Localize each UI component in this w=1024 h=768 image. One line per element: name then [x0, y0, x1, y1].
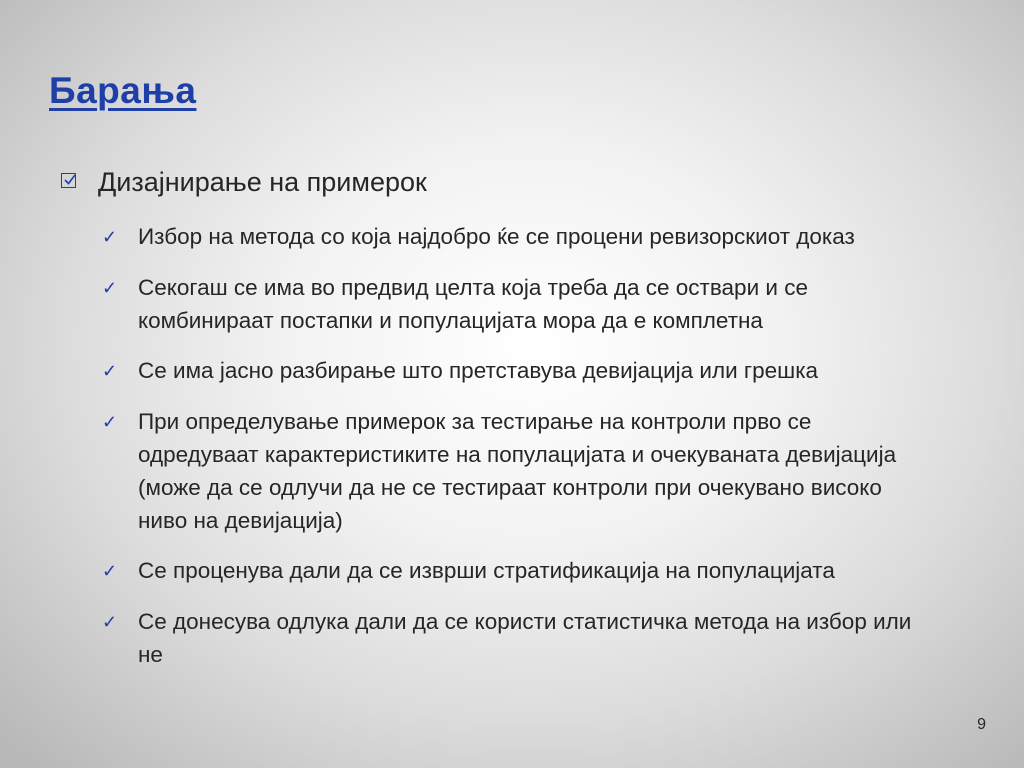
bullet-text: Секогаш се има во предвид целта која треба да се оствари и се комбинираат постапки и популацијата мора да е комплетна — [138, 275, 808, 333]
list-item — [102, 554, 932, 588]
bullet-text: Се донесува одлука дали да се користи статистичка метода на избор или не — [138, 609, 912, 667]
level1-label: Дизајнирање на примерок — [98, 167, 427, 197]
checkmark-icon: ✓ — [102, 412, 118, 432]
bullet-text: Се проценува дали да се изврши стратификација на популацијата — [138, 558, 835, 583]
slide-title: Барања — [49, 70, 197, 111]
bullet-text: Се има јасно разбирање што претставува девијација или грешка — [138, 358, 819, 383]
checkmark-icon: ✓ — [102, 278, 118, 298]
checkmark-icon: ✓ — [102, 361, 118, 381]
checked-box-icon — [61, 173, 76, 188]
bullet-text: Избор на метода со која најдобро ќе се процени ревизорскиот доказ — [138, 224, 855, 249]
list-item — [102, 271, 932, 337]
checkmark-icon: ✓ — [102, 227, 118, 247]
checkmark-icon: ✓ — [102, 612, 118, 632]
list-item — [102, 605, 932, 671]
list-item — [102, 405, 932, 537]
page-number: 9 — [977, 716, 986, 733]
list-item — [102, 354, 932, 388]
bullet-list — [102, 220, 932, 688]
level1-item — [61, 164, 427, 200]
list-item — [102, 220, 932, 254]
bullet-text: При определување примерок за тестирање на контроли прво се одредуваат карактеристиките на популацијата и очекуваната девијација (може да се одлучи да не се тестираат контроли при очекувано високо ниво на девијација) — [138, 409, 897, 533]
checkmark-icon: ✓ — [102, 561, 118, 581]
